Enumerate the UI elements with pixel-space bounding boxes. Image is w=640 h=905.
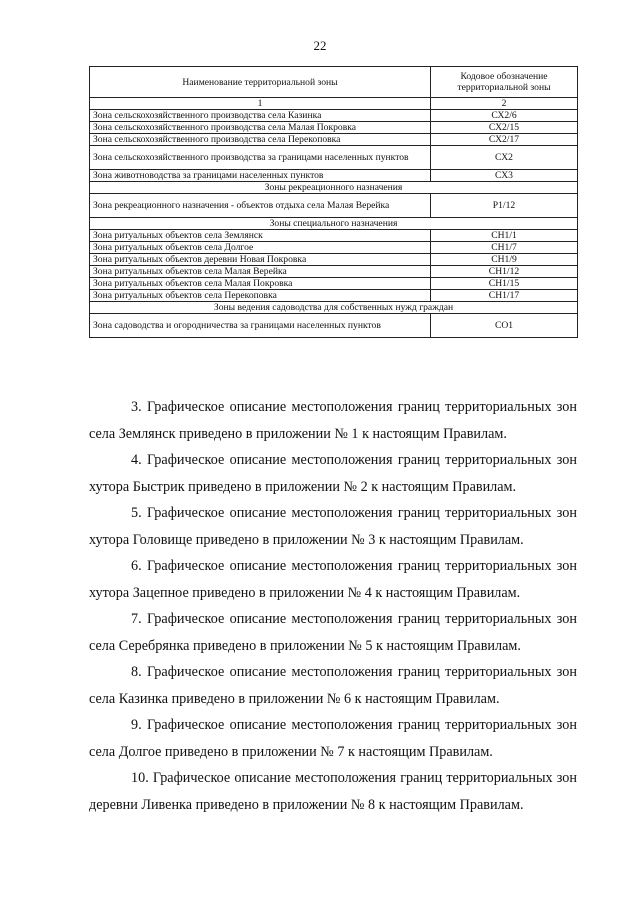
paragraphs bbox=[89, 394, 577, 818]
table-row bbox=[90, 110, 578, 122]
table-row bbox=[90, 194, 578, 218]
zone-code-cell: СН1/15 bbox=[431, 278, 578, 290]
zone-name-cell: Зона ритуальных объектов села Перекоповка bbox=[90, 290, 431, 302]
table-section-row bbox=[90, 302, 578, 314]
zone-name-cell: Зона ритуальных объектов села Малая Покровка bbox=[90, 278, 431, 290]
table-row bbox=[90, 230, 578, 242]
zone-code-cell: СН1/1 bbox=[431, 230, 578, 242]
zone-name-cell: Зона сельскохозяйственного производства за границами населенных пунктов bbox=[90, 146, 431, 170]
zone-code-cell: СХ3 bbox=[431, 170, 578, 182]
header-zone-name: Наименование территориальной зоны bbox=[90, 67, 431, 98]
section-title: Зоны специального назначения bbox=[90, 218, 578, 230]
table-row bbox=[90, 134, 578, 146]
paragraph: 10. Графическое описание местоположения границ территориальных зон деревни Ливенка приведено в приложении № 8 к настоящим Правилам. bbox=[89, 770, 577, 813]
table-row bbox=[90, 170, 578, 182]
zone-name-cell: Зона ритуальных объектов села Землянск bbox=[90, 230, 431, 242]
zone-name-cell: Зона животноводства за границами населенных пунктов bbox=[90, 170, 431, 182]
zones-table bbox=[89, 66, 578, 338]
paragraph: 6. Графическое описание местоположения границ территориальных зон хутора Зацепное приведено в приложении № 4 к настоящим Правилам. bbox=[89, 558, 577, 601]
section-title: Зоны рекреационного назначения bbox=[90, 182, 578, 194]
table-row bbox=[90, 242, 578, 254]
column-numbers-row bbox=[90, 98, 578, 110]
paragraph: 9. Графическое описание местоположения границ территориальных зон села Долгое приведено в приложении № 7 к настоящим Правилам. bbox=[89, 717, 577, 760]
paragraph: 3. Графическое описание местоположения границ территориальных зон села Землянск приведено в приложении № 1 к настоящим Правилам. bbox=[89, 399, 577, 442]
zone-name-cell: Зона ритуальных объектов села Долгое bbox=[90, 242, 431, 254]
column-number: 2 bbox=[431, 98, 578, 110]
zone-name-cell: Зона садоводства и огородничества за границами населенных пунктов bbox=[90, 314, 431, 338]
zone-name-cell: Зона сельскохозяйственного производства села Казинка bbox=[90, 110, 431, 122]
table-row bbox=[90, 278, 578, 290]
paragraph: 5. Графическое описание местоположения границ территориальных зон хутора Головище приведено в приложении № 3 к настоящим Правилам. bbox=[89, 505, 577, 548]
zone-code-cell: СН1/17 bbox=[431, 290, 578, 302]
paragraph: 8. Графическое описание местоположения границ территориальных зон села Казинка приведено в приложении № 6 к настоящим Правилам. bbox=[89, 664, 577, 707]
zone-code-cell: СН1/9 bbox=[431, 254, 578, 266]
column-number: 1 bbox=[90, 98, 431, 110]
table-row bbox=[90, 266, 578, 278]
zone-name-cell: Зона рекреационного назначения - объектов отдыха села Малая Верейка bbox=[90, 194, 431, 218]
zone-code-cell: СХ2/6 bbox=[431, 110, 578, 122]
paragraph: 7. Графическое описание местоположения границ территориальных зон села Серебрянка приведено в приложении № 5 к настоящим Правилам. bbox=[89, 611, 577, 654]
section-title: Зоны ведения садоводства для собственных нужд граждан bbox=[90, 302, 578, 314]
table-row bbox=[90, 146, 578, 170]
table-row bbox=[90, 254, 578, 266]
zone-name-cell: Зона сельскохозяйственного производства села Перекоповка bbox=[90, 134, 431, 146]
table-row bbox=[90, 314, 578, 338]
zone-name-cell: Зона сельскохозяйственного производства села Малая Покровка bbox=[90, 122, 431, 134]
table-body bbox=[90, 110, 578, 338]
zone-name-cell: Зона ритуальных объектов деревни Новая Покровка bbox=[90, 254, 431, 266]
table-row bbox=[90, 122, 578, 134]
zone-code-cell: СХ2/15 bbox=[431, 122, 578, 134]
zone-code-cell: СО1 bbox=[431, 314, 578, 338]
table-header-row bbox=[90, 67, 578, 98]
table-row bbox=[90, 290, 578, 302]
page-number: 22 bbox=[313, 38, 327, 53]
zone-name-cell: Зона ритуальных объектов села Малая Верейка bbox=[90, 266, 431, 278]
header-zone-code: Кодовое обозначение территориальной зоны bbox=[431, 67, 578, 98]
zone-code-cell: СХ2 bbox=[431, 146, 578, 170]
zone-code-cell: Р1/12 bbox=[431, 194, 578, 218]
paragraph: 4. Графическое описание местоположения границ территориальных зон хутора Быстрик приведено в приложении № 2 к настоящим Правилам. bbox=[89, 452, 577, 495]
zone-code-cell: СН1/12 bbox=[431, 266, 578, 278]
table-section-row bbox=[90, 218, 578, 230]
zone-code-cell: СХ2/17 bbox=[431, 134, 578, 146]
table-section-row bbox=[90, 182, 578, 194]
zone-code-cell: СН1/7 bbox=[431, 242, 578, 254]
